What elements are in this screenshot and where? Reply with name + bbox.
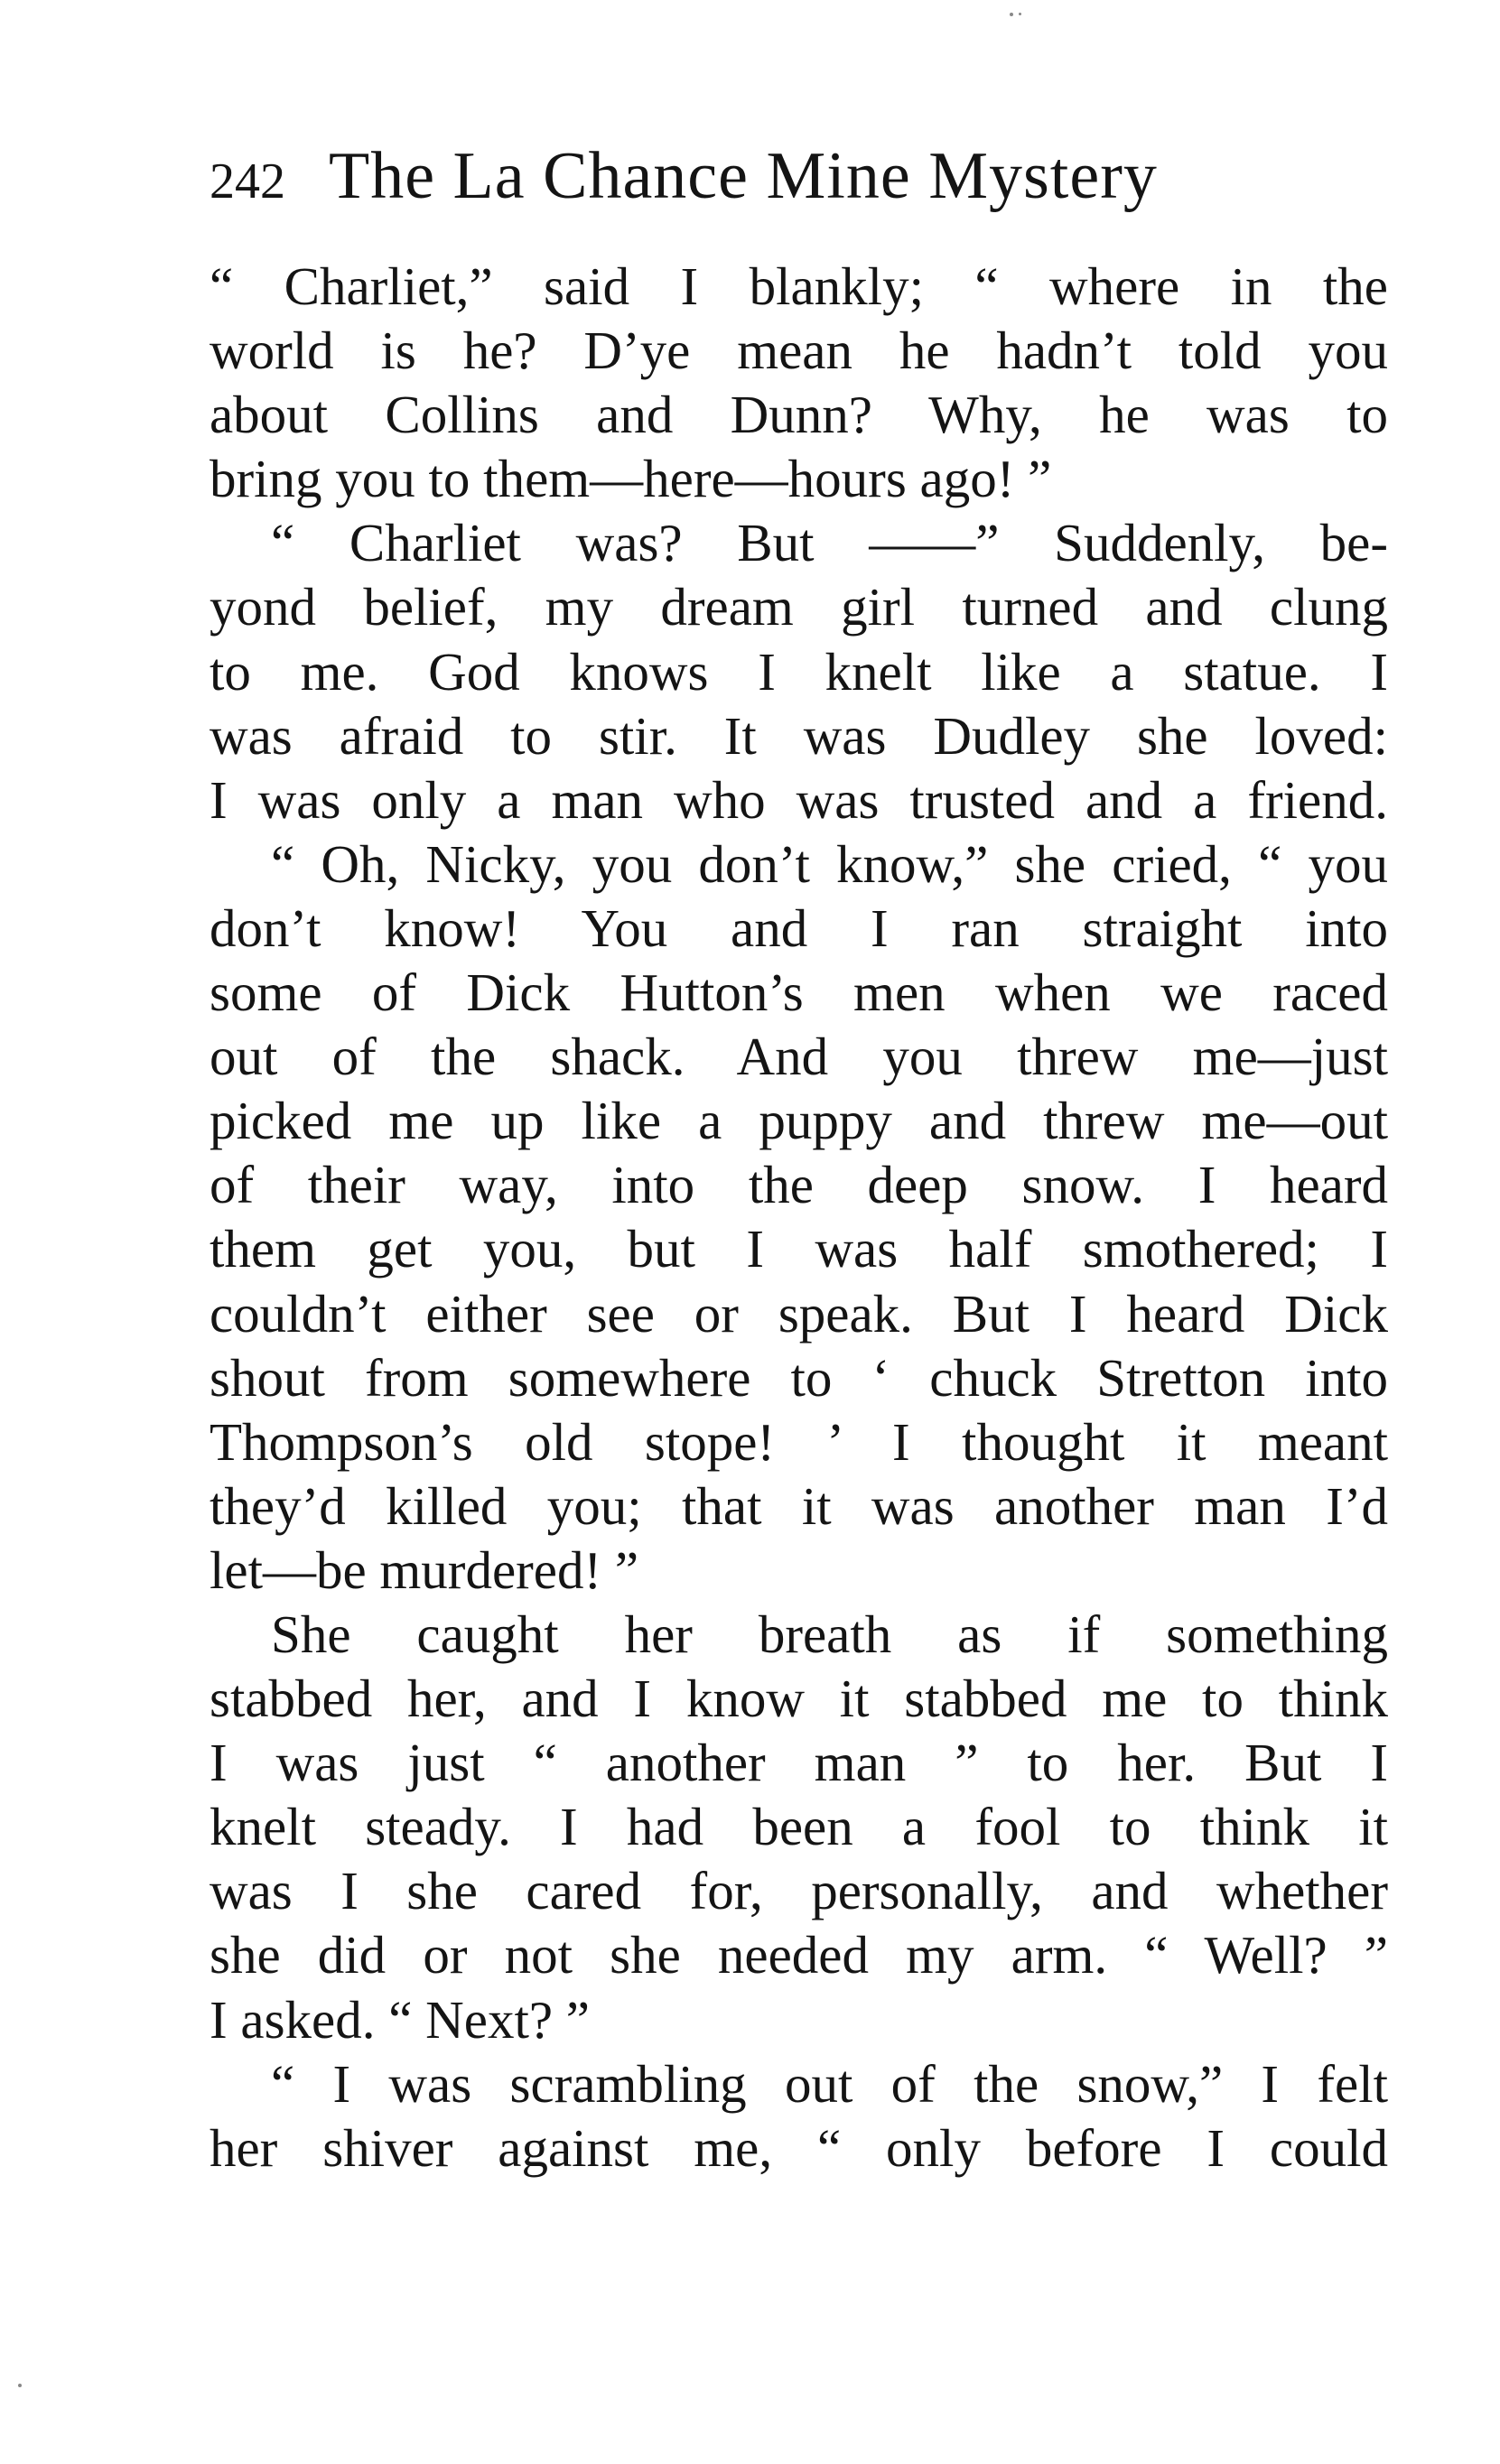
print-speck: [18, 2384, 22, 2387]
print-speck: [1019, 13, 1021, 15]
text-line: bring you to them—here—hours ago! ”: [210, 449, 1052, 509]
text-line: knelt steady. I had been a fool to think it: [210, 1797, 1388, 1857]
running-header: [210, 126, 1388, 226]
body-text: [210, 255, 1388, 2180]
text-line: of their way, into the deep snow. I heard: [210, 1155, 1388, 1215]
text-line: yond belief, my dream girl turned and clung: [210, 577, 1388, 637]
page-number: 242: [210, 153, 285, 209]
text-line: She caught her breath as if something: [271, 1604, 1388, 1664]
text-line: couldn’t either see or speak. But I heard Dick: [210, 1283, 1388, 1344]
running-title: The La Chance Mine Mystery: [329, 139, 1158, 213]
text-line: let—be murdered! ”: [210, 1539, 639, 1600]
text-line: was I she cared for, personally, and whether: [210, 1861, 1388, 1921]
text-line: was afraid to stir. It was Dudley she loved:: [210, 705, 1388, 766]
text-line: picked me up like a puppy and threw me—out: [210, 1091, 1388, 1151]
text-line: world is he? D’ye mean he hadn’t told you: [210, 321, 1388, 381]
text-line: to me. God knows I knelt like a statue. I: [210, 641, 1388, 702]
text-line: “ I was scrambling out of the snow,” I felt: [271, 2053, 1388, 2114]
text-line: shout from somewhere to ‘ chuck Stretton into: [210, 1347, 1388, 1408]
text-line: her shiver against me, “ only before I could: [210, 2117, 1388, 2178]
text-line: about Collins and Dunn? Why, he was to: [210, 385, 1388, 445]
text-line: she did or not she needed my arm. “ Well? ”: [210, 1925, 1388, 1985]
text-line: I was just “ another man ” to her. But I: [210, 1733, 1388, 1793]
text-line: some of Dick Hutton’s men when we raced: [210, 962, 1388, 1023]
text-line: Thompson’s old stope! ’ I thought it meant: [210, 1411, 1388, 1472]
text-line: them get you, but I was half smothered; I: [210, 1219, 1388, 1279]
text-line: I was only a man who was trusted and a friend.: [210, 769, 1388, 830]
text-line: “ Charliet,” said I blankly; “ where in the: [210, 256, 1388, 316]
print-speck: [1010, 13, 1013, 16]
text-line: don’t know! You and I ran straight into: [210, 897, 1388, 958]
text-line: I asked. “ Next? ”: [210, 1989, 590, 2050]
text-line: “ Charliet was? But ——” Suddenly, be-: [271, 513, 1388, 573]
text-line: they’d killed you; that it was another man I’d: [210, 1475, 1388, 1536]
text-line: out of the shack. And you threw me—just: [210, 1027, 1388, 1087]
text-line: “ Oh, Nicky, you don’t know,” she cried, “ you: [271, 833, 1388, 894]
text-line: stabbed her, and I know it stabbed me to think: [210, 1669, 1388, 1729]
